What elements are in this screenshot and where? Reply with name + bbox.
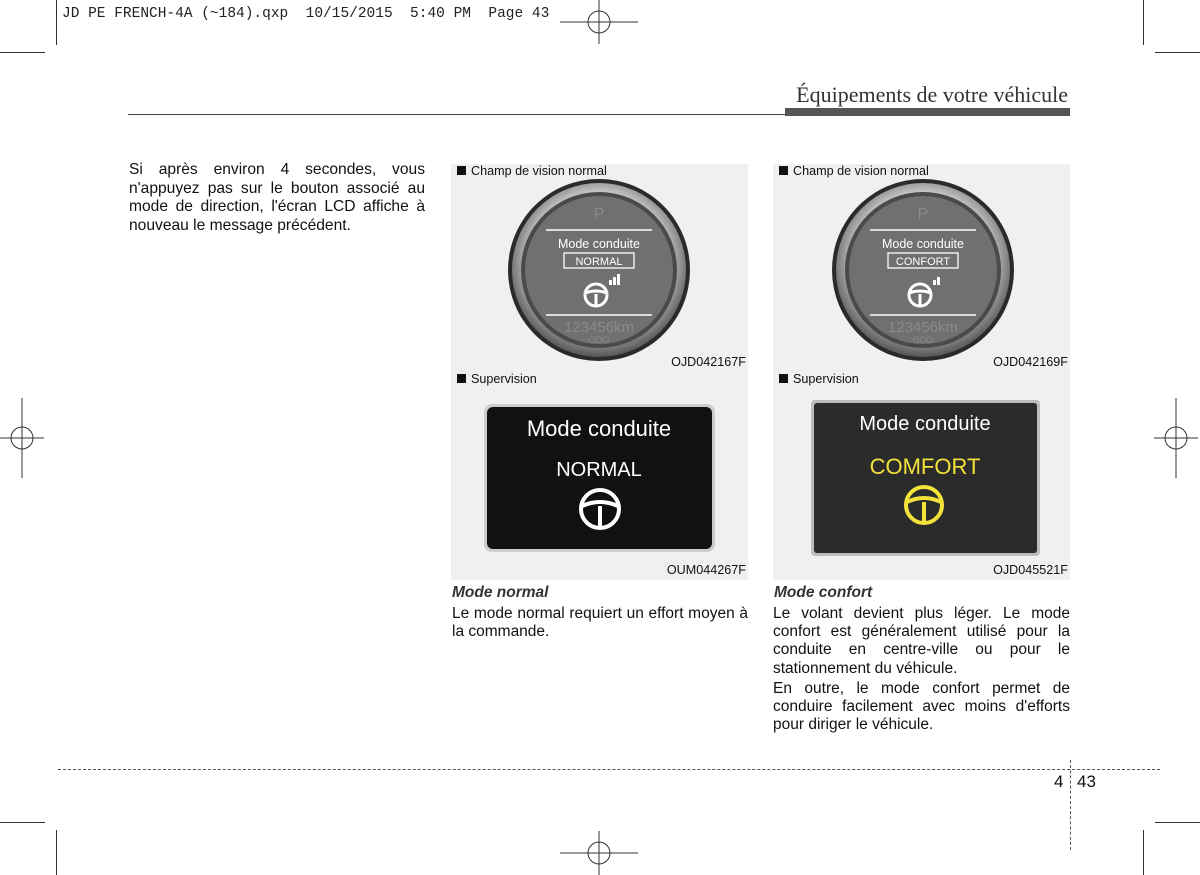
intro-paragraph: Si après environ 4 secondes, vous n'appuyez pas sur le bouton associé au mode de direction, l'écran LCD affiche à nouveau le message précédent. (129, 161, 425, 235)
section-title-comfort: Mode confort (774, 584, 873, 601)
figure-code: OJD042169F (993, 355, 1068, 369)
lcd-title: Mode conduite (859, 413, 991, 435)
lcd-illustration (451, 372, 748, 580)
figure-label: Champ de vision normal (779, 164, 929, 178)
header-rule-thick (785, 108, 1070, 116)
gauge-mode: CONFORT (895, 256, 951, 268)
gauge-illustration (451, 164, 748, 372)
figure-gauge-normal (451, 164, 748, 372)
footer-divider (1070, 760, 1071, 850)
gauge-odo-label: ODO (588, 335, 610, 345)
figure-code: OJD042167F (671, 355, 746, 369)
lcd-title: Mode conduite (526, 416, 672, 441)
footer-rule (58, 769, 1160, 770)
figure-label: Supervision (457, 372, 537, 386)
paragraph: Le volant devient plus léger. Le mode confort est généralement utilisé pour la conduite en centre-ville ou pour le stationnement du véhicule. (773, 605, 1070, 677)
figure-label: Supervision (779, 372, 859, 386)
lcd-illustration (773, 372, 1070, 580)
section-text-comfort (773, 605, 1070, 736)
print-slug: JD PE FRENCH-4A (~184).qxp 10/15/2015 5:40 PM Page 43 (62, 6, 550, 22)
gauge-title: Mode conduite (881, 237, 965, 251)
gauge-title: Mode conduite (557, 237, 641, 251)
paragraph: En outre, le mode confort permet de conduire facilement avec moins d'efforts pour diriger le véhicule. (773, 679, 1070, 734)
figure-code: OJD045521F (993, 563, 1068, 577)
gauge-illustration (773, 164, 1070, 372)
lcd-mode: NORMAL (556, 459, 642, 481)
figure-lcd-normal (451, 372, 748, 580)
gauge-odometer: 123456km (887, 319, 959, 336)
svg-text:P: P (917, 206, 929, 223)
page-header-title: Équipements de votre véhicule (796, 82, 1068, 107)
gauge-odo-label: ODO (912, 335, 934, 345)
figure-label: Champ de vision normal (457, 164, 607, 178)
gauge-mode: NORMAL (575, 256, 623, 268)
section-text-normal (452, 605, 748, 643)
paragraph: Le mode normal requiert un effort moyen à la commande. (452, 605, 748, 641)
chapter-number: 4 (1054, 772, 1064, 791)
figure-lcd-comfort (773, 372, 1070, 580)
section-title-normal: Mode normal (452, 584, 549, 601)
svg-text:P: P (593, 206, 605, 223)
figure-code: OUM044267F (666, 563, 746, 577)
page-number: 43 (1077, 772, 1096, 791)
header-rule (128, 114, 788, 115)
lcd-mode: COMFORT (869, 454, 981, 479)
gauge-odometer: 123456km (563, 319, 635, 336)
figure-gauge-comfort (773, 164, 1070, 372)
